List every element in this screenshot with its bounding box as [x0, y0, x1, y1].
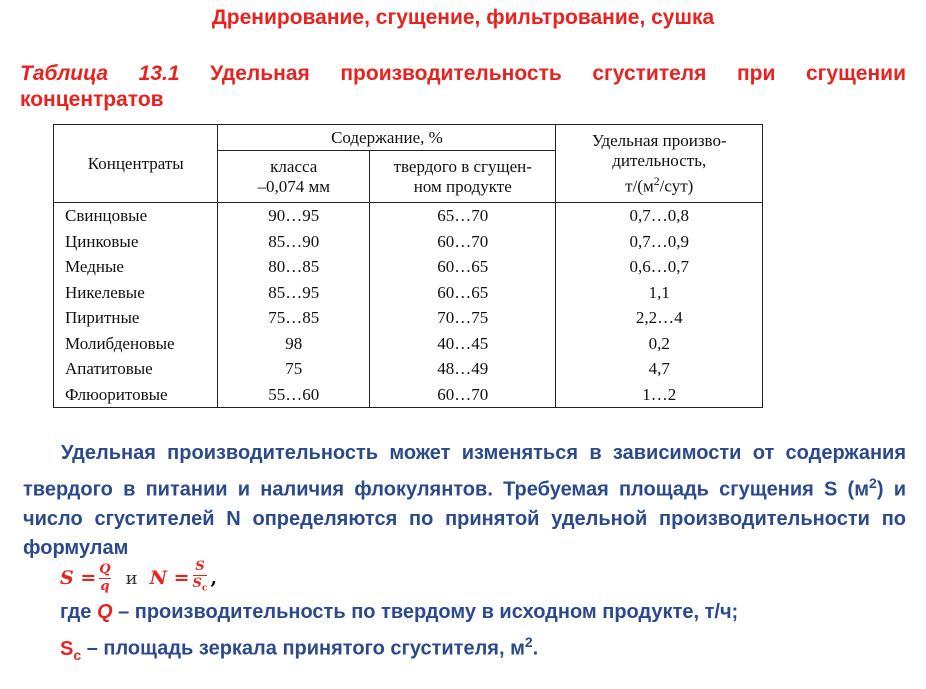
table-row — [54, 203, 763, 229]
table-row — [54, 229, 763, 255]
cell-capacity: 4,7 — [556, 356, 763, 382]
fraction-s-over-sc: $\frac{S}{S_с}$ — [192, 559, 208, 594]
header-capacity: Удельная произво- дительность, $т/(м^2/сут)$ — [556, 125, 763, 203]
header-class: класса –0,074 мм — [218, 151, 370, 203]
definition-sc: $S_с$ – площадь зеркала принятого сгустителя, $м^2$. — [60, 634, 539, 663]
cell-class: 55…60 — [218, 382, 370, 408]
table-caption-text: Удельная производительность сгустителя при сгущении концентратов — [20, 62, 906, 111]
page-title: Дренирование, сгущение, фильтрование, сушка — [211, 6, 715, 29]
table-number: Таблица 13.1 — [20, 62, 180, 85]
table-row — [54, 356, 763, 382]
formula-conjunction: и — [125, 567, 138, 589]
concentrate-table — [53, 124, 763, 408]
cell-capacity: 1…2 — [556, 382, 763, 408]
cell-solid: 60…65 — [370, 254, 556, 280]
cell-capacity: 1,1 — [556, 280, 763, 306]
cell-class: 80…85 — [218, 254, 370, 280]
formula-n-lhs: N = — [149, 567, 190, 589]
body-text — [23, 439, 906, 564]
cell-solid: 60…70 — [370, 229, 556, 255]
cell-name: Цинковые — [54, 229, 218, 255]
cell-name: Флюоритовые — [54, 382, 218, 408]
header-concentrates: Концентраты — [54, 125, 218, 203]
symbol-sc: $S_с$ — [60, 637, 82, 663]
cell-class: 75 — [218, 356, 370, 382]
cell-class: 98 — [218, 331, 370, 357]
cell-solid: 40…45 — [370, 331, 556, 357]
cell-capacity: 0,6…0,7 — [556, 254, 763, 280]
cell-class: 75…85 — [218, 305, 370, 331]
cell-solid: 70…75 — [370, 305, 556, 331]
header-solid: твердого в сгущен- ном продукте — [370, 151, 556, 203]
cell-solid: 65…70 — [370, 203, 556, 229]
formula-line — [60, 558, 217, 598]
cell-capacity: 0,7…0,8 — [556, 203, 763, 229]
cell-solid: 48…49 — [370, 356, 556, 382]
fraction-q-over-q: $\frac{Q}{q}$ — [99, 561, 111, 594]
table-row — [54, 382, 763, 408]
cell-capacity: 0,2 — [556, 331, 763, 357]
cell-name: Никелевые — [54, 280, 218, 306]
table-row — [54, 254, 763, 280]
cell-name: Свинцовые — [54, 203, 218, 229]
table-row — [54, 331, 763, 357]
cell-class: 90…95 — [218, 203, 370, 229]
cell-capacity: 2,2…4 — [556, 305, 763, 331]
cell-class: 85…95 — [218, 280, 370, 306]
cell-solid: 60…70 — [370, 382, 556, 408]
formula-trailing-comma: , — [210, 567, 218, 589]
definition-q: где Q – производительность по твердому в исходном продукте, т/ч; — [60, 601, 739, 623]
cell-name: Апатитовые — [54, 356, 218, 382]
cell-solid: 60…65 — [370, 280, 556, 306]
cell-name: Медные — [54, 254, 218, 280]
cell-name: Молибденовые — [54, 331, 218, 357]
symbol-q: Q — [96, 601, 113, 623]
cell-capacity: 0,7…0,9 — [556, 229, 763, 255]
header-content-group: Содержание, % — [218, 125, 556, 151]
table-caption — [20, 61, 906, 113]
formula-s-lhs: S = — [60, 567, 97, 589]
cell-name: Пиритные — [54, 305, 218, 331]
cell-class: 85…90 — [218, 229, 370, 255]
explanation-paragraph: Удельная производительность может изменяться в зависимости от содержания твердого в питании и наличия флокулянтов. Требуемая площадь сгущения S $(м^2)$ и число сгустителей N определяются по принятой удельной производительности по формулам — [23, 442, 906, 560]
table-row — [54, 305, 763, 331]
table-row — [54, 280, 763, 306]
